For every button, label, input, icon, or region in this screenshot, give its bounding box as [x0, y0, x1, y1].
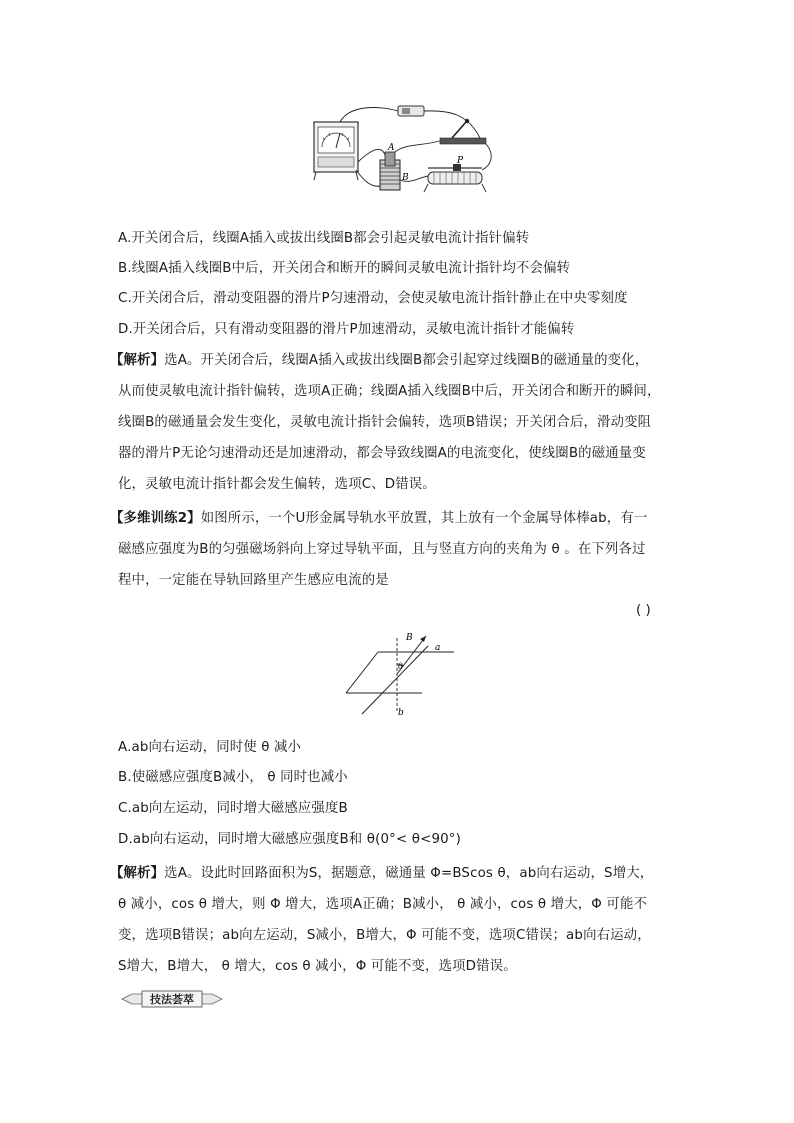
question2-tag: 【多维训练2】: [110, 511, 201, 526]
question2-line-3: 程中，一定能在导轨回路里产生感应电流的是: [118, 573, 389, 588]
q1-option-a: A.开关闭合后，线圈A插入或拔出线圈B都会引起灵敏电流计指针偏转: [118, 231, 530, 246]
q1-option-c: C.开关闭合后，滑动变阻器的滑片P匀速滑动，会使灵敏电流计指针静止在中央零刻度: [118, 291, 628, 306]
coil-a-label: A: [388, 143, 395, 153]
field-b-label: B: [406, 633, 413, 643]
rail-figure: [340, 628, 460, 720]
q2-option-d: D.ab向右运动，同时增大磁感应强度B和 θ(0°< θ<90°): [118, 832, 462, 847]
analysis2-line-1: 【解析】选A。设此时回路面积为S，据题意，磁通量 Φ=BScos θ，ab向右运动，S增大，: [110, 866, 654, 881]
point-a-label: a: [435, 643, 441, 653]
analysis1-line-2: 从而使灵敏电流计指针偏转，选项A正确；线圈A插入线圈B中后，开关闭合和断开的瞬间，: [118, 384, 661, 399]
analysis1-line-4: 器的滑片P无论匀速滑动还是加速滑动，都会导致线圈A的电流变化，使线圈B的磁通量变: [118, 446, 646, 461]
answer-parentheses: ( ): [636, 603, 651, 618]
q2-option-b: B.使磁感应强度B减小， θ 同时也减小: [118, 770, 348, 785]
coil-b-label: B: [402, 173, 409, 183]
banner-text: 技法荟萃: [150, 993, 194, 1006]
question2-line-1: 【多维训练2】如图所示，一个U形金属导轨水平放置，其上放有一个金属导体棒ab，有一: [110, 511, 648, 526]
q2-option-a: A.ab向右运动，同时使 θ 减小: [118, 740, 302, 755]
analysis2-tag: 【解析】: [110, 866, 165, 881]
apparatus-figure: [300, 100, 500, 200]
analysis-tag: 【解析】: [110, 353, 165, 368]
point-b-label: b: [398, 708, 404, 718]
q1-option-b: B.线圈A插入线圈B中后，开关闭合和断开的瞬间灵敏电流计指针均不会偏转: [118, 261, 571, 276]
q2-option-c: C.ab向左运动，同时增大磁感应强度B: [118, 801, 348, 816]
q1-option-d: D.开关闭合后，只有滑动变阻器的滑片P加速滑动，灵敏电流计指针才能偏转: [118, 322, 575, 337]
slider-p-label: P: [457, 156, 464, 166]
analysis1-line-3: 线圈B的磁通量会发生变化，灵敏电流计指针会偏转，选项B错误；开关闭合后，滑动变阻: [118, 415, 652, 430]
analysis2-line-3: 变，选项B错误；ab向左运动，S减小，B增大，Φ 可能不变，选项C错误；ab向右运动，: [118, 928, 651, 943]
analysis2-line-4: S增大，B增大， θ 增大，cos θ 减小，Φ 可能不变，选项D错误。: [118, 959, 517, 974]
theta-label: θ: [398, 662, 403, 671]
section-banner: [120, 988, 224, 1010]
analysis1-line-5: 化，灵敏电流计指针都会发生偏转，选项C、D错误。: [118, 477, 436, 492]
analysis2-line-2: θ 减小，cos θ 增大，则 Φ 增大，选项A正确；B减小， θ 减小，cos θ 增大，Φ 可能不: [118, 897, 648, 912]
question2-line-2: 磁感应强度为B的匀强磁场斜向上穿过导轨平面，且与竖直方向的夹角为 θ 。在下列各过: [118, 542, 646, 557]
analysis1-line-1: 【解析】选A。开关闭合后，线圈A插入或拔出线圈B都会引起穿过线圈B的磁通量的变化，: [110, 353, 649, 368]
